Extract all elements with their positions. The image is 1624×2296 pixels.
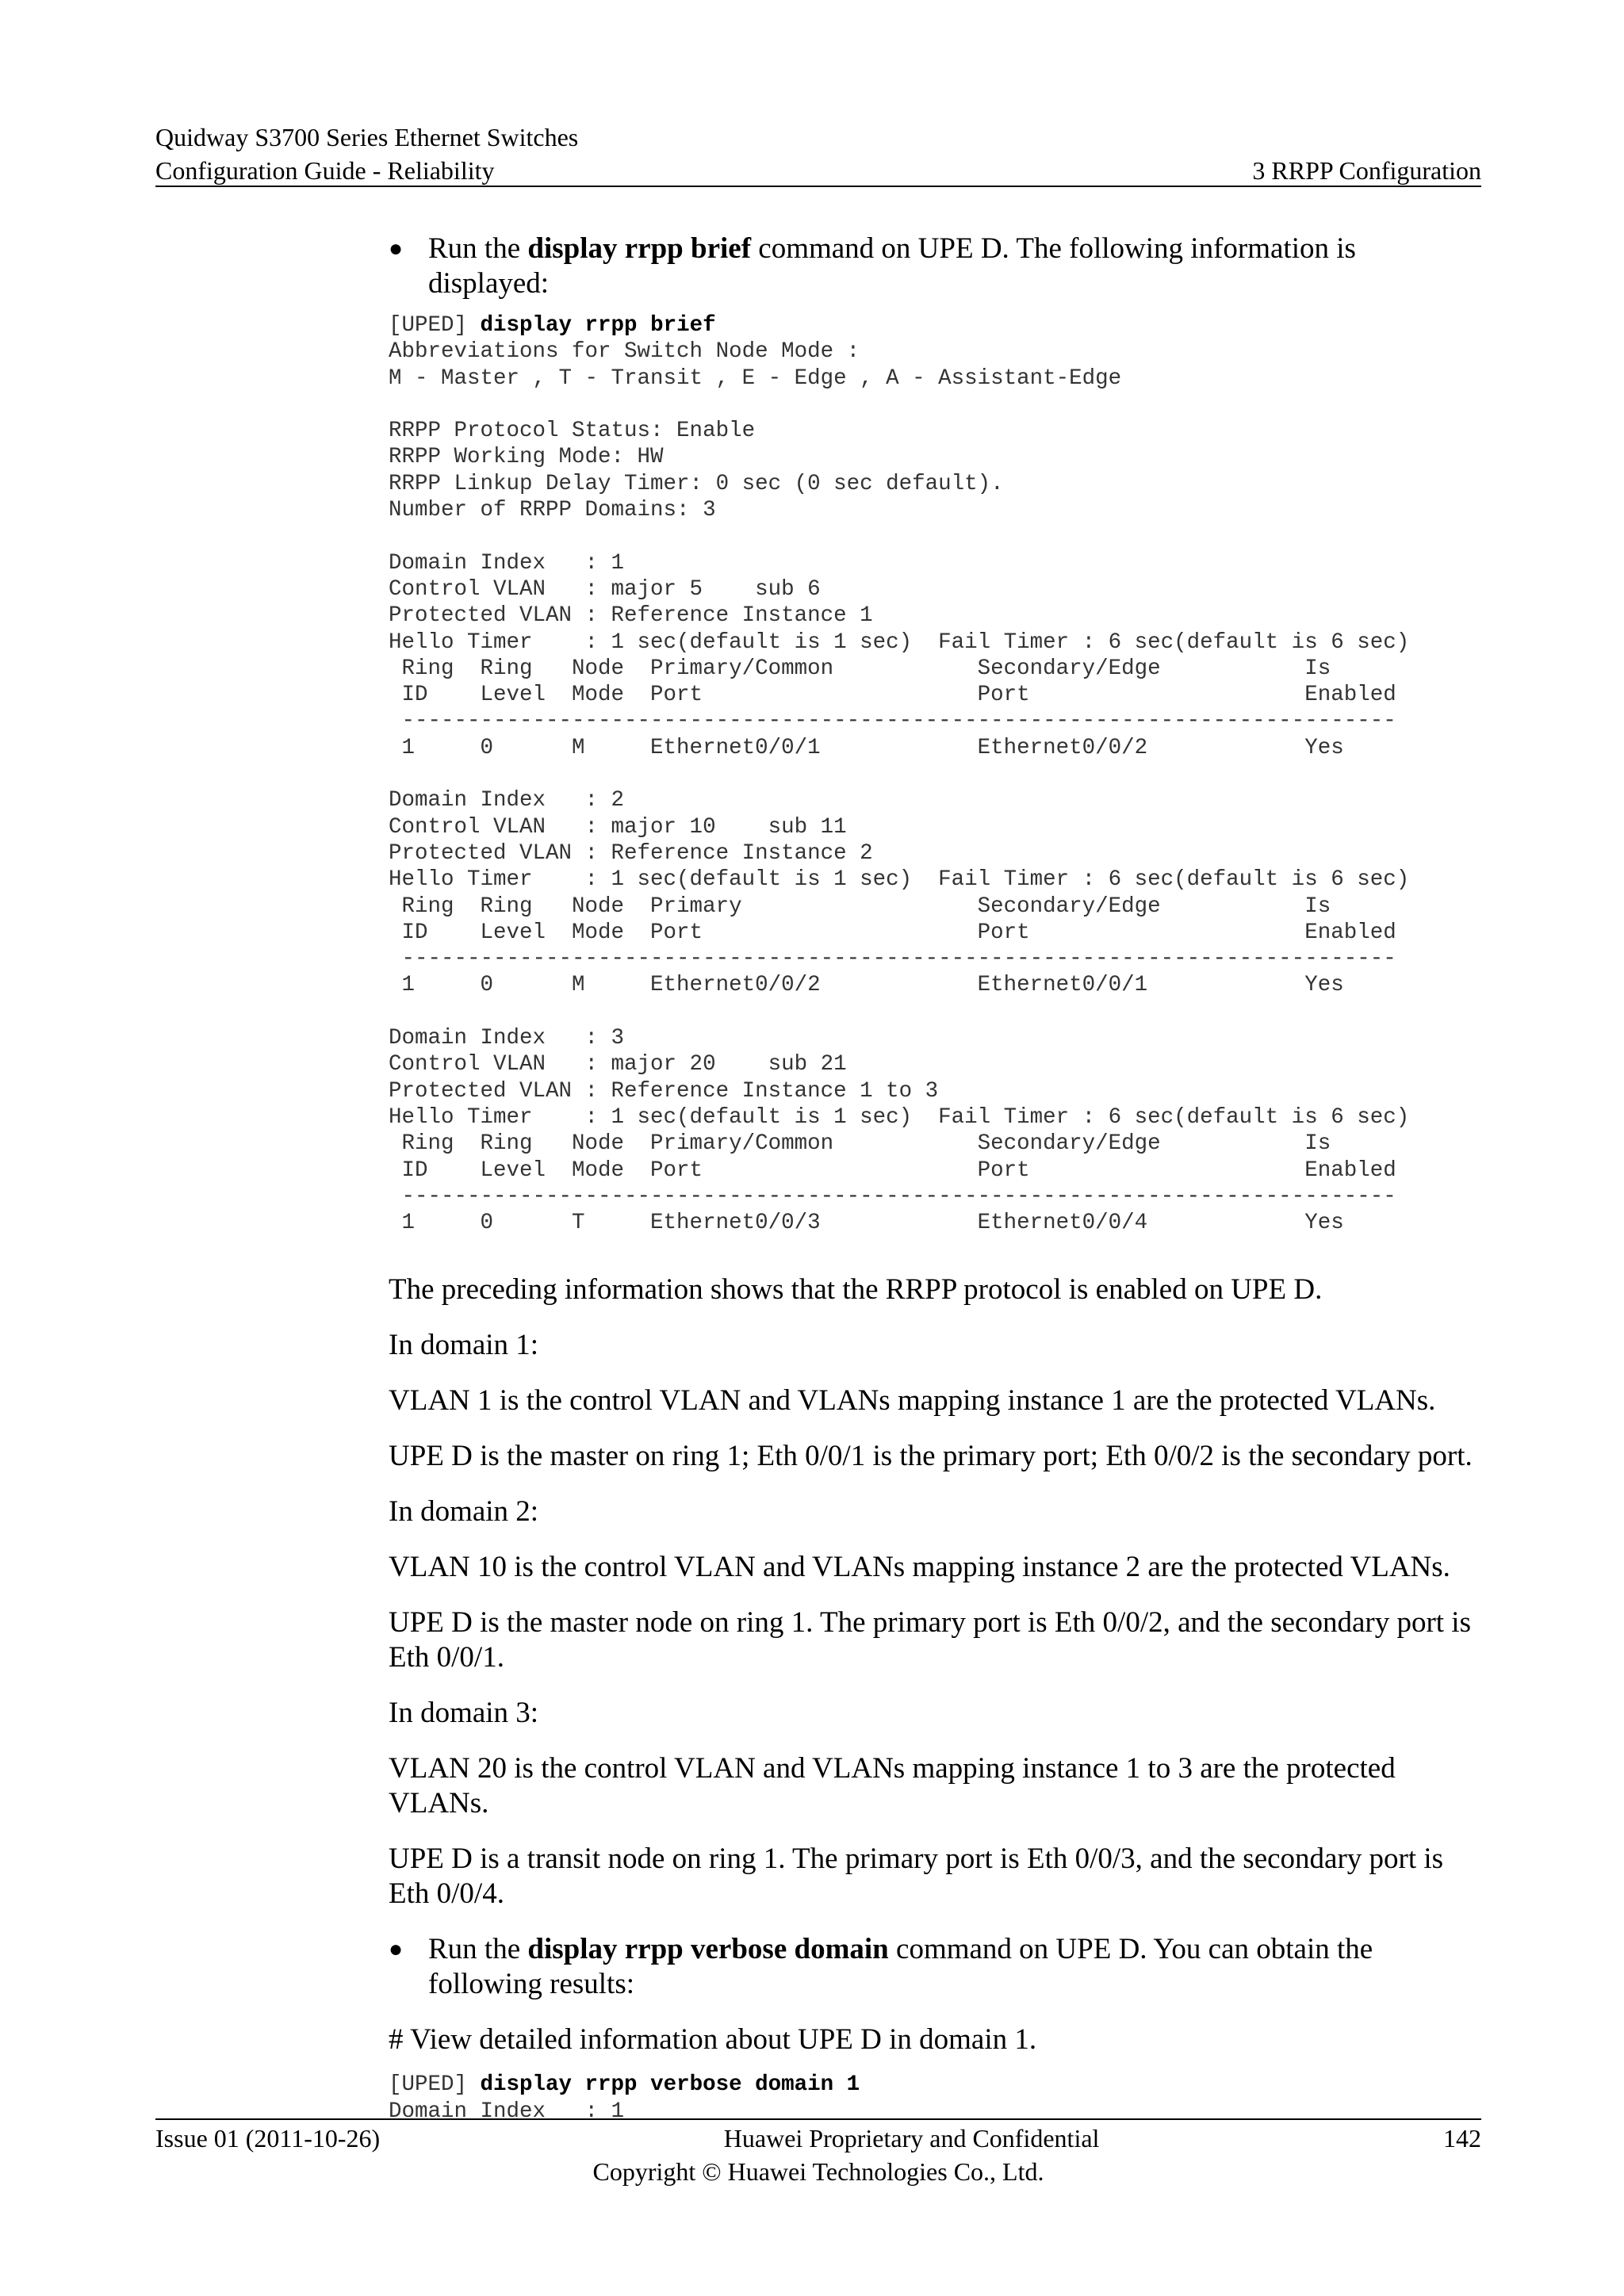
code-block-verbose xyxy=(389,2072,1483,2125)
paragraph: VLAN 20 is the control VLAN and VLANs mapping instance 1 to 3 are the protected VLANs. xyxy=(389,1752,1396,1820)
bullet-display-rrpp-verbose: ● Run the display rrpp verbose domain command on UPE D. You can obtain the following results: xyxy=(389,1933,1373,2001)
paragraph: UPE D is a transit node on ring 1. The primary port is Eth 0/0/3, and the secondary port is Eth 0/0/4. xyxy=(389,1843,1444,1911)
footer-divider xyxy=(155,2118,1481,2120)
page-number: 142 xyxy=(1443,2124,1481,2152)
paragraph: In domain 1: xyxy=(389,1329,539,1362)
cli-prompt: [UPED] xyxy=(389,2072,481,2098)
paragraph: In domain 3: xyxy=(389,1697,539,1730)
page-header xyxy=(155,121,1481,187)
command-name: display rrpp brief xyxy=(527,232,752,265)
code-block-brief xyxy=(389,312,1483,1236)
confidential-notice: Huawei Proprietary and Confidential xyxy=(723,2124,1100,2152)
bullet-display-rrpp-brief: ● Run the display rrpp brief command on UPE D. The following information is displayed: xyxy=(389,232,1356,300)
bullet-dot-icon: ● xyxy=(389,1936,404,1963)
paragraph: UPE D is the master on ring 1; Eth 0/0/1 is the primary port; Eth 0/0/2 is the secondary port. xyxy=(389,1440,1473,1473)
copyright: Copyright © Huawei Technologies Co., Ltd. xyxy=(592,2157,1044,2186)
document-title: Quidway S3700 Series Ethernet Switches xyxy=(155,123,579,151)
command-name: display rrpp verbose domain xyxy=(527,1933,889,1966)
cli-prompt: [UPED] xyxy=(389,313,481,338)
guide-title: Configuration Guide - Reliability xyxy=(155,156,495,185)
paragraph: VLAN 1 is the control VLAN and VLANs mapping instance 1 are the protected VLANs. xyxy=(389,1384,1436,1418)
paragraph: The preceding information shows that the RRPP protocol is enabled on UPE D. xyxy=(389,1273,1323,1307)
view-note: # View detailed information about UPE D in domain 1. xyxy=(389,2023,1037,2057)
paragraph: UPE D is the master node on ring 1. The primary port is Eth 0/0/2, and the secondary port is Eth 0/0/1. xyxy=(389,1606,1471,1674)
main-content xyxy=(389,232,1483,2125)
cli-output: Abbreviations for Switch Node Mode : M - Master , T - Transit , E - Edge , A - Assistant-Edge RRPP Protocol Status: Enable RRPP Working Mode: HW RRPP Linkup Delay Timer: 0 sec (0 sec default). Number of RRPP Domains: 3 Domain Index : 1 Control VLAN : major 5 sub 6 Protected VLAN : Reference Instance 1 Hello Timer : 1 sec(default is 1 sec) Fail Timer : 6 sec(default is 6 sec) Ring Ring Node Primary/Common Secondary/Edge Is ID Level Mode Port Port Enabled ---------------------------------------------------------------------------- 1 0 M Ethernet0/0/1 Ethernet0/0/2 Yes Domain Index : 2 Control VLAN : major 10 sub 11 Protected VLAN : Reference Instance 2 Hello Timer : 1 sec(default is 1 sec) Fail Timer : 6 sec(default is 6 sec) Ring Ring Node Primary Secondary/Edge Is ID Level Mode Port Port Enabled ---------------------------------------------------------------------------- 1 0 M Ethernet0/0/2 Ethernet0/0/1 Yes Domain Index : 3 Control VLAN : major 20 sub 21 Protected VLAN : Reference Instance 1 to 3 Hello Timer : 1 sec(default is 1 sec) Fail Timer : 6 sec(default is 6 sec) Ring Ring Node Primary/Common Secondary/Edge Is ID Level Mode Port Port Enabled ---------------------------------------------------------------------------- 1 0 T Ethernet0/0/3 Ethernet0/0/4 Yes xyxy=(389,339,1410,1236)
page-footer xyxy=(155,2122,1481,2188)
bullet-dot-icon: ● xyxy=(389,235,404,262)
paragraph: In domain 2: xyxy=(389,1495,539,1529)
paragraph: VLAN 10 is the control VLAN and VLANs mapping instance 2 are the protected VLANs. xyxy=(389,1551,1450,1584)
cli-output: Domain Index : 1 xyxy=(389,2099,625,2124)
section-title: 3 RRPP Configuration xyxy=(1252,156,1481,185)
cli-command: display rrpp verbose domain 1 xyxy=(480,2072,860,2098)
header-divider xyxy=(155,186,1481,187)
cli-command: display rrpp brief xyxy=(480,313,716,338)
issue-date: Issue 01 (2011-10-26) xyxy=(155,2124,381,2152)
